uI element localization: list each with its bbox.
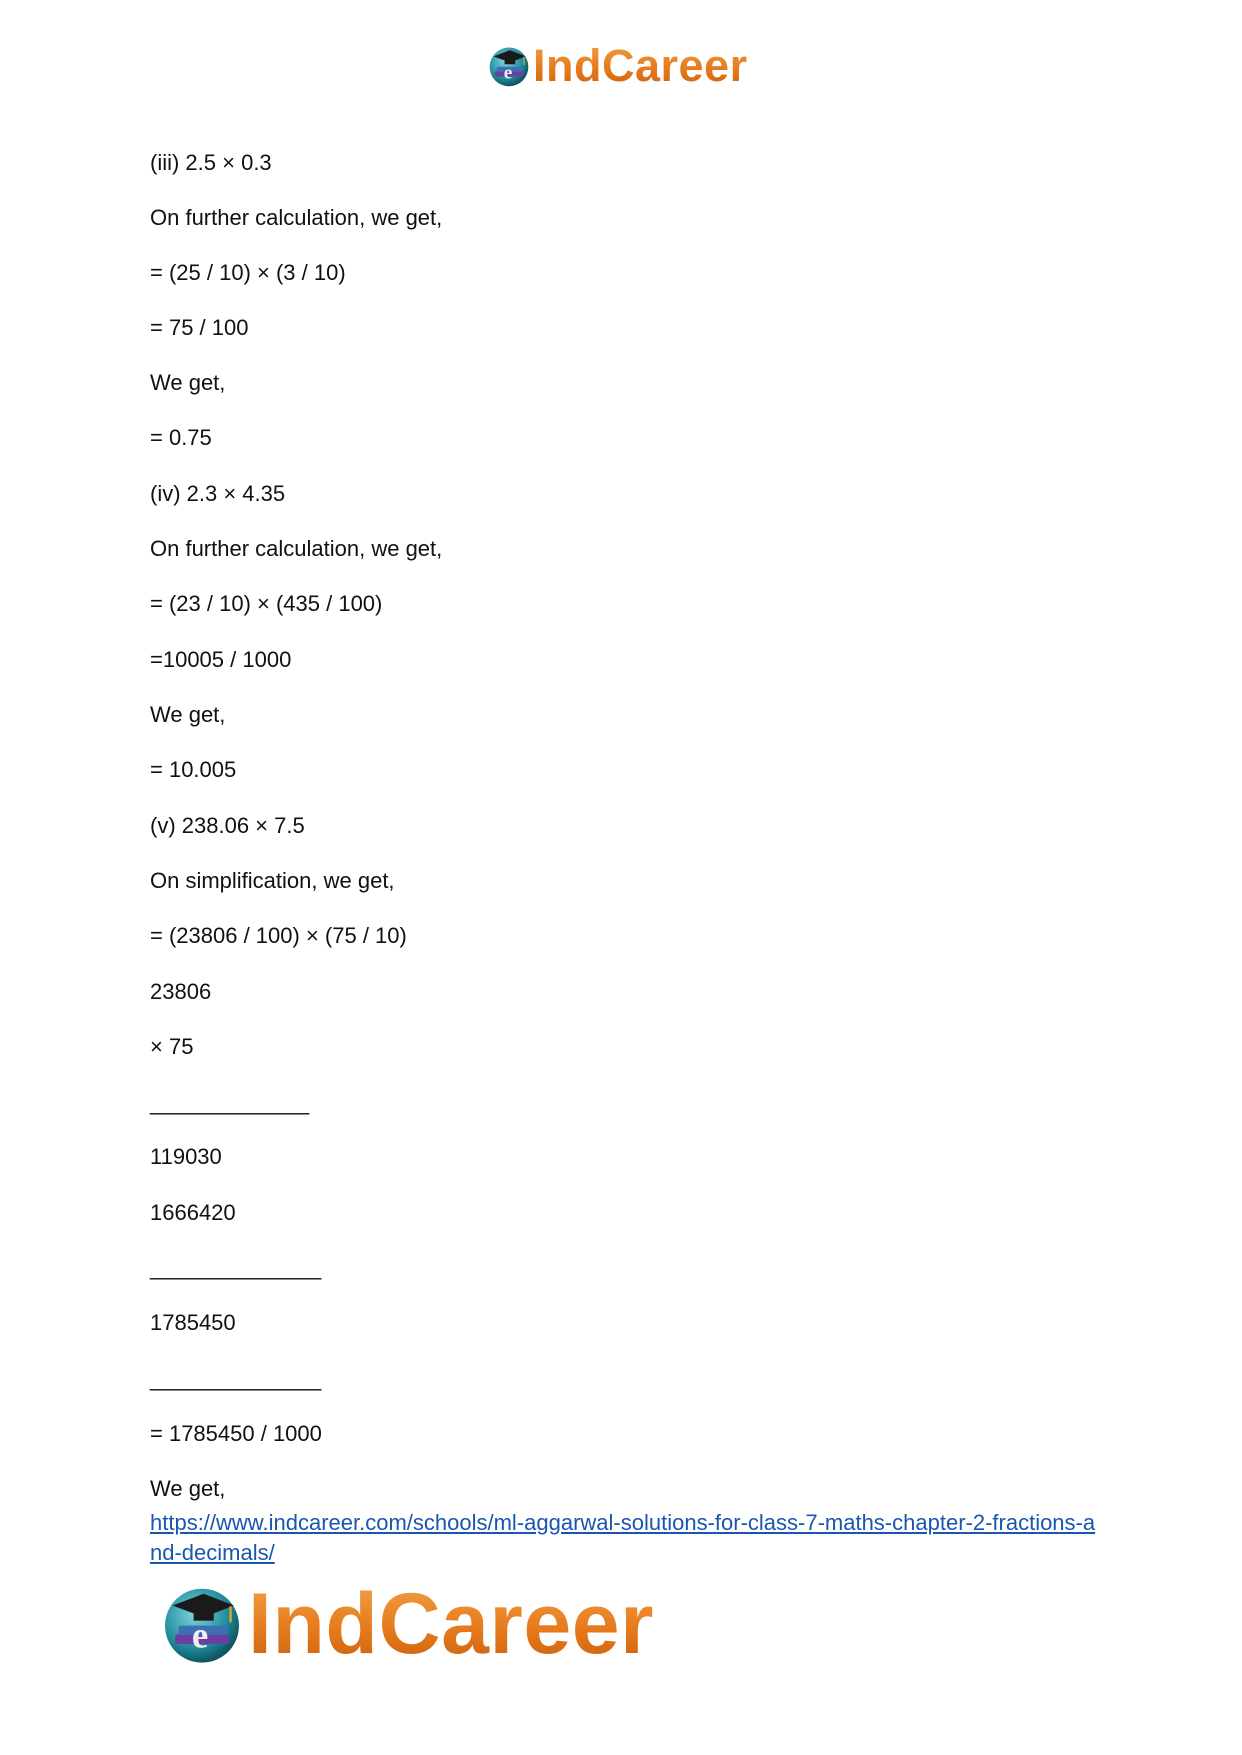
text-line: On further calculation, we get, (150, 536, 443, 561)
text-line: 1666420 (150, 1200, 236, 1225)
footer-logo (160, 1578, 654, 1670)
svg-text:e: e (191, 1614, 209, 1656)
text-line: = (25 / 10) × (3 / 10) (150, 260, 346, 285)
text-line: We get, (150, 702, 226, 727)
text-line: ______________ (150, 1255, 322, 1280)
text-line: (iii) 2.5 × 0.3 (150, 150, 272, 175)
text-line: (iv) 2.3 × 4.35 (150, 481, 286, 506)
text-line: 1785450 (150, 1310, 236, 1335)
text-line: = 75 / 100 (150, 315, 249, 340)
svg-text:e: e (503, 62, 513, 84)
text-line: _____________ (150, 1090, 310, 1115)
text-line: =10005 / 1000 (150, 647, 292, 672)
text-line: = (23 / 10) × (435 / 100) (150, 591, 383, 616)
graduation-cap-books-globe-icon (487, 44, 531, 88)
logo-text: IndCareer (533, 40, 748, 91)
graduation-cap-books-globe-icon (160, 1582, 244, 1666)
text-line: 119030 (150, 1144, 222, 1169)
logo-text: IndCareer (248, 1576, 654, 1672)
text-line: 23806 (150, 979, 212, 1004)
text-line: = (23806 / 100) × (75 / 10) (150, 923, 407, 948)
text-line: = 0.75 (150, 425, 212, 450)
text-line: ______________ (150, 1366, 322, 1391)
header-logo (487, 40, 748, 92)
text-line: We get, (150, 1476, 226, 1501)
text-line: = 10.005 (150, 757, 237, 782)
text-line: On simplification, we get, (150, 868, 395, 893)
text-line: (v) 238.06 × 7.5 (150, 813, 305, 838)
source-link[interactable]: https://www.indcareer.com/schools/ml-aggarwal-solutions-for-class-7-maths-chapter-2-fractions-and-decimals/ (150, 1510, 1096, 1565)
text-line: On further calculation, we get, (150, 205, 443, 230)
text-line: = 1785450 / 1000 (150, 1421, 322, 1446)
text-line: We get, (150, 370, 226, 395)
text-line: × 75 (150, 1034, 194, 1059)
